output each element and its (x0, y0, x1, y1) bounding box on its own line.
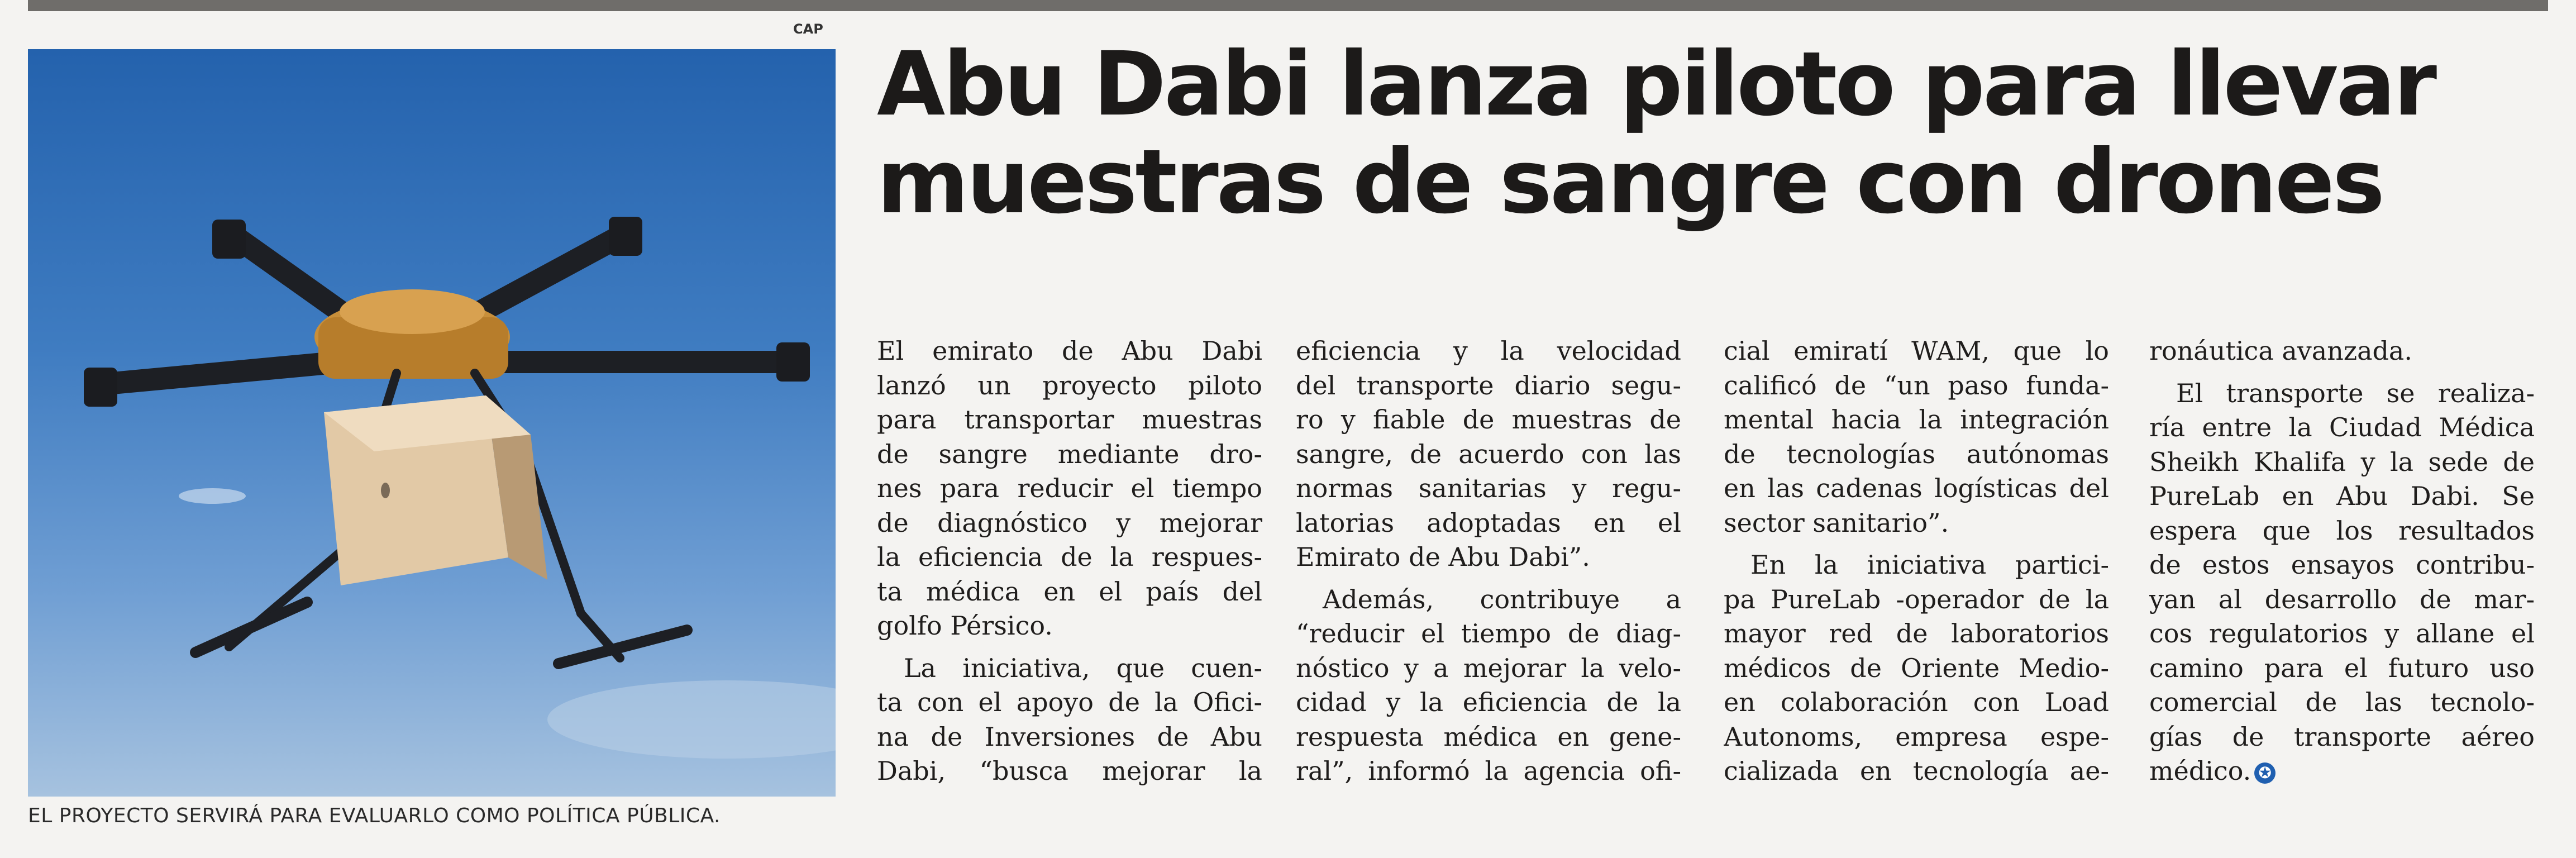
paragraph (877, 334, 1262, 644)
text-line: ral”, informó la agencia ofi- (1296, 756, 1681, 786)
photo-credit: CAP (793, 21, 823, 37)
text-line: respuesta médica en gene- (1296, 721, 1681, 752)
text-line: Sheikh Khalifa y la sede de (2149, 446, 2535, 477)
text-line: la eficiencia de la respues- (877, 542, 1262, 572)
headline (877, 36, 2541, 231)
text-line: ta médica en el país del (877, 576, 1262, 607)
text-line-final (2149, 754, 2535, 789)
text-line: camino para el futuro uso (2149, 652, 2535, 683)
paragraph (2149, 334, 2535, 369)
text-line: Además, contribuye a (1323, 584, 1681, 614)
text-line: Autonoms, empresa espe- (1724, 721, 2109, 752)
text-line: latorias adoptadas en el (1296, 507, 1681, 538)
text-line: ta con el apoyo de la Ofici- (877, 687, 1262, 717)
text-line: “reducir el tiempo de diag- (1296, 618, 1681, 649)
paragraph (1296, 583, 1681, 789)
top-rule (28, 0, 2548, 11)
text-line: del transporte diario segu- (1296, 370, 1681, 401)
text-line: golfo Pérsico. (877, 611, 1053, 641)
text-line: na de Inversiones de Abu (877, 721, 1262, 752)
text-line: cial emiratí WAM, que lo (1724, 336, 2109, 366)
text-line: pa PureLab -operador de la (1724, 584, 2109, 614)
text-line: La iniciativa, que cuen- (904, 652, 1262, 683)
article-column-2 (1296, 334, 1681, 789)
text-line: ronáutica avanzada. (2149, 336, 2412, 366)
drone-photo (28, 49, 836, 797)
text-line: de sangre mediante dro- (877, 438, 1262, 469)
end-of-article-icon: ✪ (2254, 762, 2276, 784)
text-line: mayor red de laboratorios (1724, 618, 2109, 649)
text-line: El emirato de Abu Dabi (877, 336, 1262, 366)
text-line: de diagnóstico y mejorar (877, 507, 1262, 538)
article-column-1 (877, 334, 1262, 789)
text-line: normas sanitarias y regu- (1296, 473, 1681, 503)
text-line: PureLab en Abu Dabi. Se (2149, 481, 2535, 511)
text-line: En la iniciativa partici- (1750, 550, 2109, 580)
text-line: El transporte se realiza- (2176, 378, 2535, 408)
article-column-3 (1724, 334, 2109, 789)
text-line: sector sanitario”. (1724, 507, 1949, 538)
paragraph (2149, 376, 2535, 789)
text-line: sangre, de acuerdo con las (1296, 438, 1681, 469)
text-line: mental hacia la integración (1724, 404, 2109, 435)
text-line: comercial de las tecnolo- (2149, 687, 2535, 717)
text-line: espera que los resultados (2149, 515, 2535, 546)
paragraph (1724, 548, 2109, 789)
text-line: cos regulatorios y allane el (2149, 618, 2535, 649)
text-line: nóstico y a mejorar la velo- (1296, 652, 1681, 683)
text-line: cializada en tecnología ae- (1724, 756, 2109, 786)
text-line: de tecnologías autónomas (1724, 438, 2109, 469)
paragraph (1724, 334, 2109, 540)
text-line: ría entre la Ciudad Médica (2149, 412, 2535, 442)
text-line: cidad y la eficiencia de la (1296, 687, 1681, 717)
text-line: nes para reducir el tiempo (877, 473, 1262, 503)
text-line: yan al desarrollo de mar- (2149, 584, 2535, 614)
drone-illustration (28, 49, 836, 797)
text-line: lanzó un proyecto piloto (877, 370, 1262, 401)
text-line: de estos ensayos contribu- (2149, 550, 2535, 580)
text-line: calificó de “un paso funda- (1724, 370, 2109, 401)
text-line: Emirato de Abu Dabi”. (1296, 542, 1590, 572)
text-line: médicos de Oriente Medio- (1724, 652, 2109, 683)
text-line-final-text: médico. (2149, 756, 2251, 786)
paragraph (1296, 334, 1681, 575)
text-line: en las cadenas logísticas del (1724, 473, 2109, 503)
text-line: en colaboración con Load (1724, 687, 2109, 717)
text-line: gías de transporte aéreo (2149, 721, 2535, 752)
text-line: eficiencia y la velocidad (1296, 336, 1681, 366)
article-column-4 (2149, 334, 2535, 789)
headline-line-1: Abu Dabi lanza piloto para llevar (877, 36, 2435, 134)
text-line: ro y fiable de muestras de (1296, 404, 1681, 435)
photo-caption: EL PROYECTO SERVIRÁ PARA EVALUARLO COMO POLÍTICA PÚBLICA. (28, 804, 721, 827)
paragraph (877, 651, 1262, 789)
text-line: Dabi, “busca mejorar la (877, 756, 1262, 786)
headline-line-2: muestras de sangre con drones (877, 134, 2383, 231)
text-line: para transportar muestras (877, 404, 1262, 435)
